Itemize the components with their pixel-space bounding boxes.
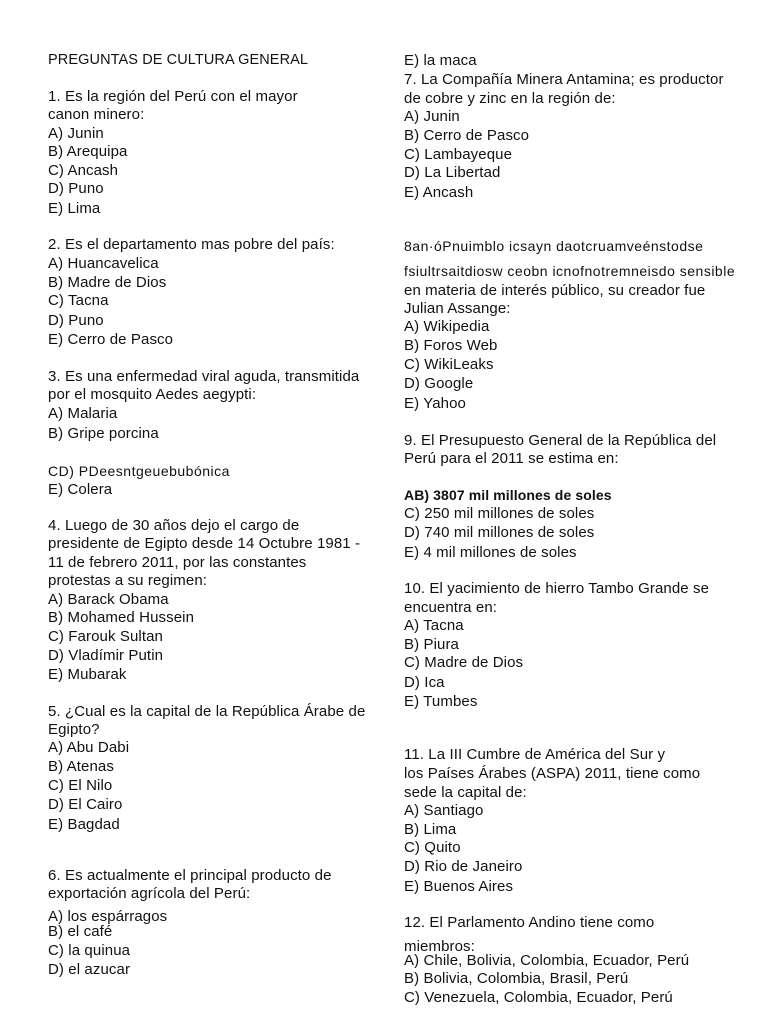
- page-title: PREGUNTAS DE CULTURA GENERAL: [48, 52, 309, 68]
- question-6-option-b: B) el café: [48, 923, 113, 940]
- question-3-line-1: 3. Es una enfermedad viral aguda, transmitida: [48, 368, 360, 385]
- question-2-option-d: D) Puno: [48, 312, 104, 329]
- question-11-line-2: los Países Árabes (ASPA) 2011, tiene como: [404, 765, 701, 782]
- question-3-option-b: B) Gripe porcina: [48, 425, 159, 442]
- question-2-option-a: A) Huancavelica: [48, 255, 159, 272]
- question-10-option-d: D) Ica: [404, 674, 445, 691]
- question-5-line-1: 5. ¿Cual es la capital de la República Árabe de: [48, 703, 366, 720]
- question-12-option-a: A) Chile, Bolivia, Colombia, Ecuador, Perú: [404, 952, 690, 969]
- question-1-option-b: B) Arequipa: [48, 143, 128, 160]
- question-8-line-3: en materia de interés público, su creador fue: [404, 282, 706, 299]
- question-6-option-a: A) los espárragos: [48, 908, 168, 925]
- question-5-option-a: A) Abu Dabi: [48, 739, 130, 756]
- question-8-garbled-line-2: fsiultrsaitdiosw ceobn icnofnotremneisdo sensible: [404, 263, 736, 279]
- question-2-option-b: B) Madre de Dios: [48, 274, 167, 291]
- question-4-option-d: D) Vladímir Putin: [48, 647, 164, 664]
- question-12-option-b: B) Bolivia, Colombia, Brasil, Perú: [404, 970, 629, 987]
- question-9-garbled-line: AB) 3807 mil millones de soles: [404, 487, 612, 503]
- question-5-option-b: B) Atenas: [48, 758, 114, 775]
- question-4-line-2: presidente de Egipto desde 14 Octubre 1981 -: [48, 535, 361, 552]
- question-2-option-c: C) Tacna: [48, 292, 109, 309]
- question-4-line-3: 11 de febrero 2011, por las constantes: [48, 554, 307, 571]
- question-5-option-c: C) El Nilo: [48, 777, 113, 794]
- question-12-option-c: C) Venezuela, Colombia, Ecuador, Perú: [404, 989, 673, 1006]
- question-6-option-c: C) la quinua: [48, 942, 131, 959]
- question-11-line-3: sede la capital de:: [404, 784, 527, 801]
- question-4-option-c: C) Farouk Sultan: [48, 628, 163, 645]
- question-6-option-d: D) el azucar: [48, 961, 131, 978]
- question-1-option-a: A) Junin: [48, 125, 104, 142]
- question-10-option-b: B) Piura: [404, 636, 459, 653]
- question-3-option-a: A) Malaria: [48, 405, 118, 422]
- question-10-option-c: C) Madre de Dios: [404, 654, 524, 671]
- question-11-option-e: E) Buenos Aires: [404, 878, 514, 895]
- question-1-option-e: E) Lima: [48, 200, 101, 217]
- question-1-option-c: C) Ancash: [48, 162, 119, 179]
- question-7-option-e: E) Ancash: [404, 184, 474, 201]
- question-10-line-1: 10. El yacimiento de hierro Tambo Grande se: [404, 580, 710, 597]
- question-4-line-1: 4. Luego de 30 años dejo el cargo de: [48, 517, 300, 534]
- question-11-option-a: A) Santiago: [404, 802, 484, 819]
- question-11-line-1: 11. La III Cumbre de América del Sur y: [404, 746, 666, 763]
- question-5-option-e: E) Bagdad: [48, 816, 120, 833]
- question-8-option-e: E) Yahoo: [404, 395, 466, 412]
- question-9-line-1: 9. El Presupuesto General de la República del: [404, 432, 717, 449]
- question-9-option-e: E) 4 mil millones de soles: [404, 544, 577, 561]
- question-4-option-b: B) Mohamed Hussein: [48, 609, 195, 626]
- question-3-option-e: E) Colera: [48, 481, 113, 498]
- question-7-option-a: A) Junin: [404, 108, 460, 125]
- question-10-option-e: E) Tumbes: [404, 693, 478, 710]
- question-9-option-c: C) 250 mil millones de soles: [404, 505, 595, 522]
- question-12-line-1: 12. El Parlamento Andino tiene como: [404, 914, 655, 931]
- question-8-option-a: A) Wikipedia: [404, 318, 490, 335]
- question-11-option-c: C) Quito: [404, 839, 461, 856]
- question-6-line-1: 6. Es actualmente el principal producto de: [48, 867, 332, 884]
- question-1-line-1: 1. Es la región del Perú con el mayor: [48, 88, 298, 105]
- question-3-line-2: por el mosquito Aedes aegypti:: [48, 386, 257, 403]
- question-5-option-d: D) El Cairo: [48, 796, 123, 813]
- question-5-line-2: Egipto?: [48, 721, 100, 738]
- question-4-line-4: protestas a su regimen:: [48, 572, 208, 589]
- question-3-garbled-line: CD) PDeesntgeuebubónica: [48, 463, 230, 479]
- question-7-line-2: de cobre y zinc en la región de:: [404, 90, 616, 107]
- question-4-option-a: A) Barack Obama: [48, 591, 169, 608]
- question-11-option-d: D) Rio de Janeiro: [404, 858, 523, 875]
- question-4-option-e: E) Mubarak: [48, 666, 127, 683]
- question-7-line-1: 7. La Compañía Minera Antamina; es productor: [404, 71, 724, 88]
- question-7-option-b: B) Cerro de Pasco: [404, 127, 530, 144]
- question-9-line-2: Perú para el 2011 se estima en:: [404, 450, 619, 467]
- question-11-option-b: B) Lima: [404, 821, 457, 838]
- question-12-line-2: miembros:: [404, 938, 475, 955]
- question-2-line-1: 2. Es el departamento mas pobre del país:: [48, 236, 335, 253]
- question-10-line-2: encuentra en:: [404, 599, 498, 616]
- question-6-option-e: E) la maca: [404, 52, 477, 69]
- question-8-garbled-line-1: 8an·óPnuimblo icsayn daotcruamvеénstodse: [404, 238, 704, 254]
- question-8-line-4: Julian Assange:: [404, 300, 511, 317]
- question-1-line-2: canon minero:: [48, 106, 145, 123]
- question-6-line-2: exportación agrícola del Perú:: [48, 885, 251, 902]
- question-8-option-d: D) Google: [404, 375, 474, 392]
- question-8-option-c: C) WikiLeaks: [404, 356, 494, 373]
- question-2-option-e: E) Cerro de Pasco: [48, 331, 174, 348]
- question-9-option-d: D) 740 mil millones de soles: [404, 524, 595, 541]
- question-7-option-c: C) Lambayeque: [404, 146, 513, 163]
- question-1-option-d: D) Puno: [48, 180, 104, 197]
- question-8-option-b: B) Foros Web: [404, 337, 498, 354]
- question-10-option-a: A) Tacna: [404, 617, 464, 634]
- question-7-option-d: D) La Libertad: [404, 164, 501, 181]
